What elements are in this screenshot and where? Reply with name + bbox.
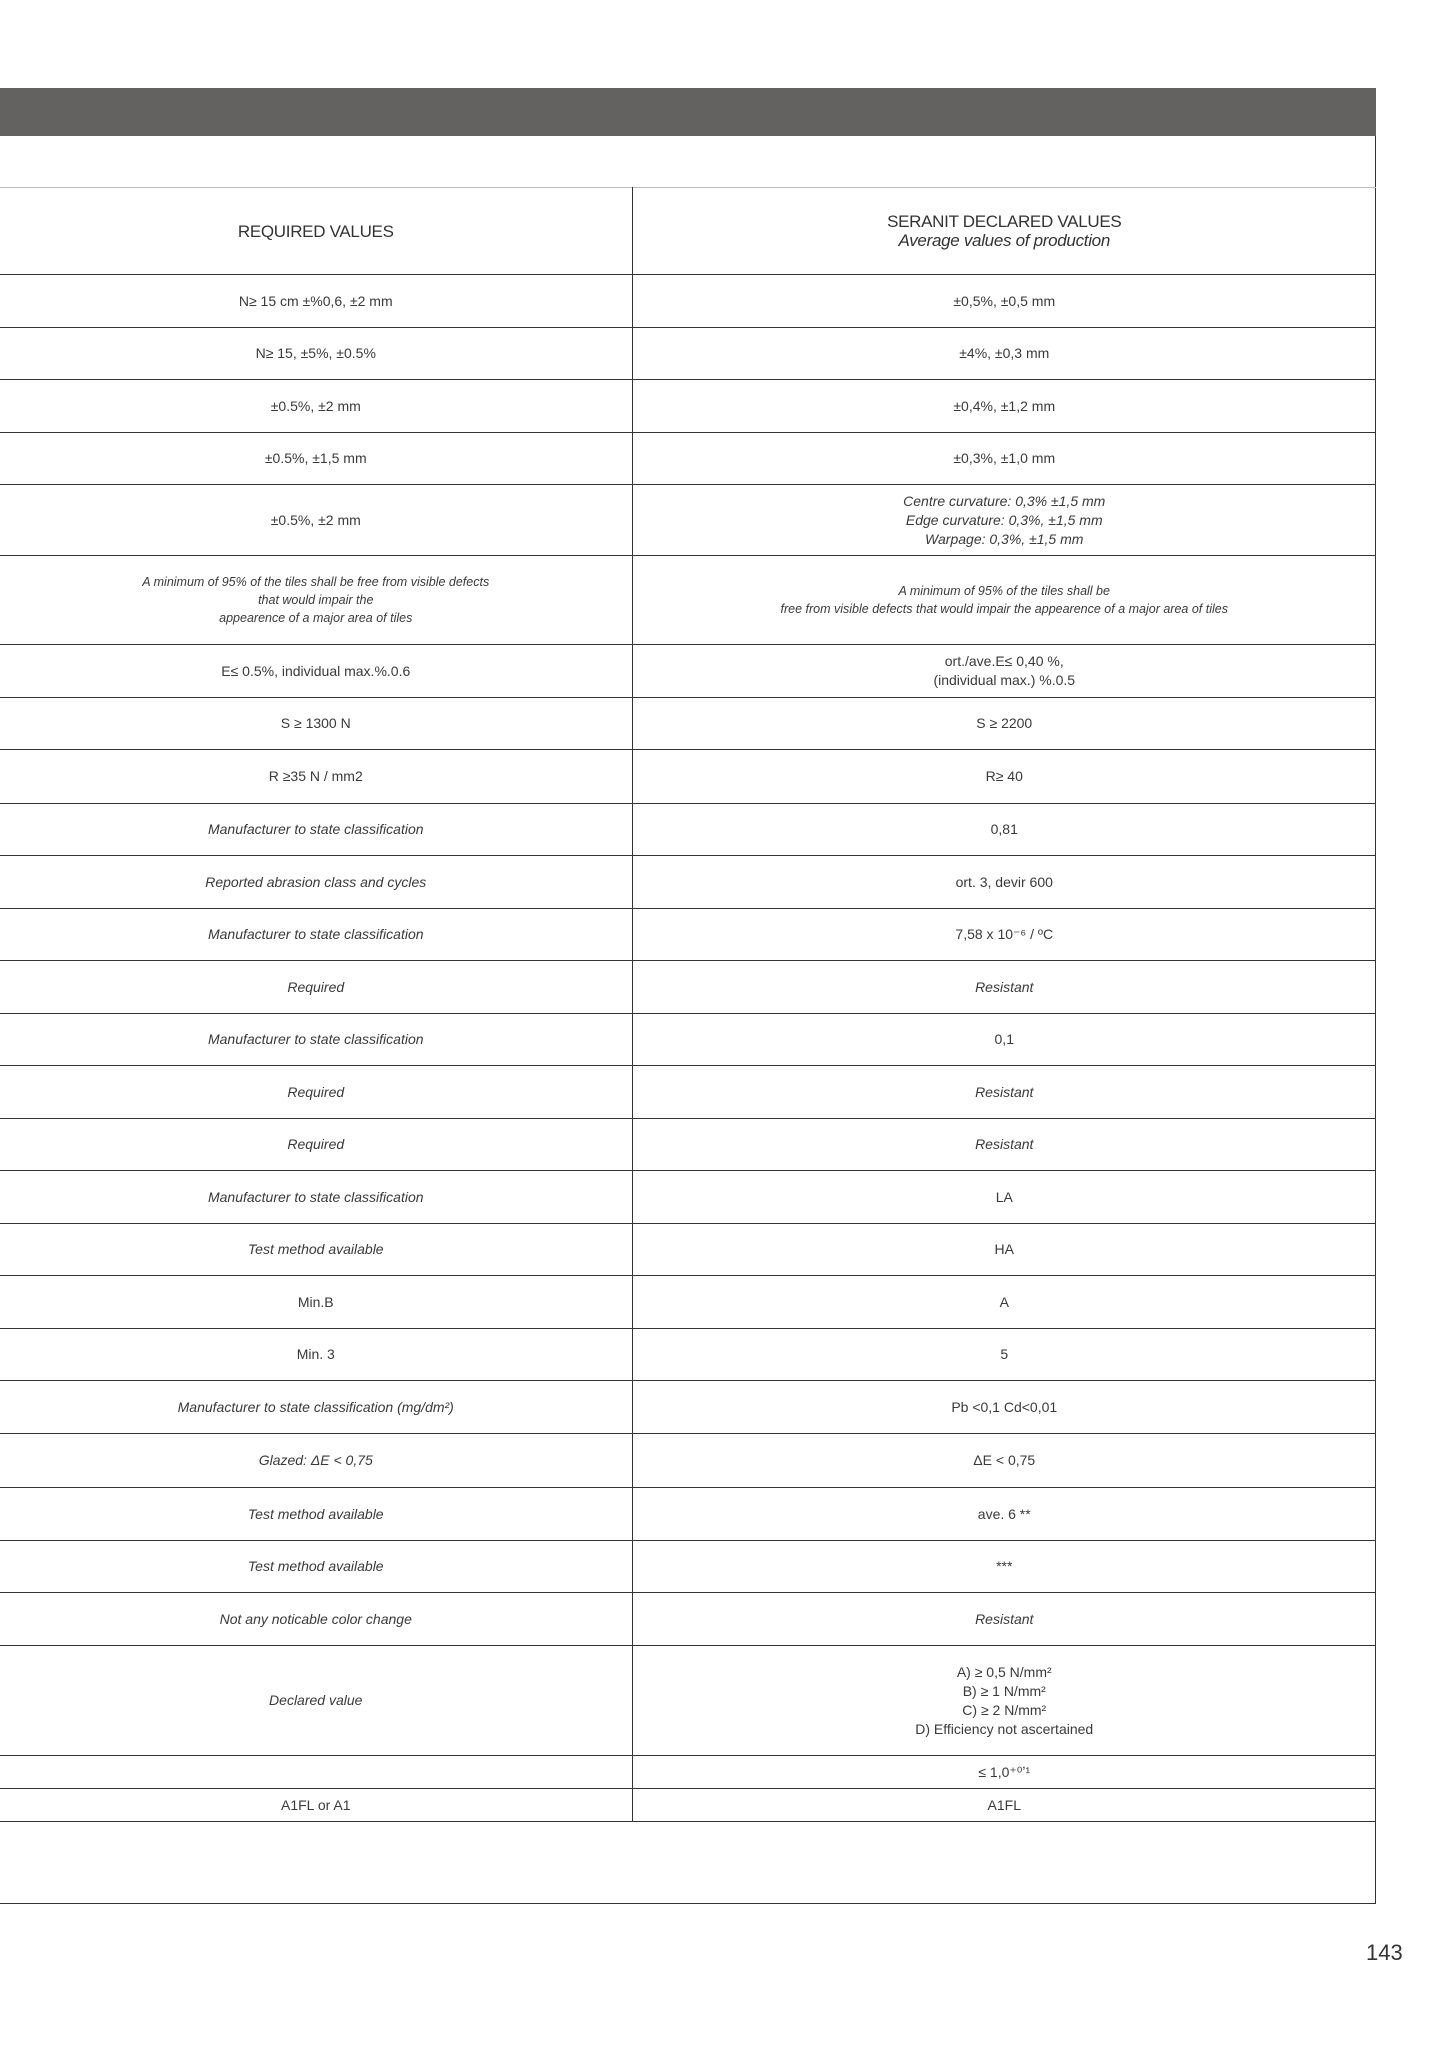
- required-value-cell: [0, 1434, 632, 1488]
- table-row: [0, 698, 1376, 750]
- required-value-cell: [0, 1488, 632, 1541]
- declared-value-text: A) ≥ 0,5 N/mm²: [956, 1663, 1052, 1680]
- declared-value-text: ΔE < 0,75: [973, 1452, 1036, 1468]
- declared-value-cell: [632, 1224, 1376, 1276]
- declared-value-text: 0,1: [994, 1031, 1014, 1047]
- required-value-cell: [0, 1789, 632, 1822]
- table-row: [0, 1593, 1376, 1646]
- required-value-text: Not any noticable color change: [219, 1610, 412, 1627]
- declared-value-cell: [632, 1066, 1376, 1119]
- declared-value-text: R≥ 40: [985, 768, 1023, 784]
- required-values-label: REQUIRED VALUES: [237, 221, 394, 241]
- required-values-header: [0, 188, 632, 275]
- declared-value-text: ort./ave.E≤ 0,40 %,: [944, 653, 1064, 669]
- declared-value-cell: [632, 1756, 1376, 1789]
- required-value-cell: [0, 556, 632, 645]
- required-value-cell: [0, 698, 632, 750]
- required-value-cell: [0, 1014, 632, 1066]
- declared-value-cell: [632, 856, 1376, 909]
- table-row: [0, 1756, 1376, 1789]
- declared-value-text: A1FL: [987, 1796, 1021, 1813]
- required-value-text: ±0.5%, ±2 mm: [270, 397, 361, 414]
- table-row: [0, 1014, 1376, 1066]
- table-row: [0, 1434, 1376, 1488]
- table-row: [0, 433, 1376, 485]
- required-value-text: A minimum of 95% of the tiles shall be free from visible defects: [142, 575, 490, 589]
- table-row: [0, 1646, 1376, 1756]
- required-value-text: Manufacturer to state classification (mg/dm²): [177, 1398, 454, 1415]
- required-value-text: Required: [287, 1136, 345, 1152]
- required-value-text: Required: [287, 1083, 345, 1100]
- table-row: [0, 909, 1376, 961]
- required-value-cell: [0, 909, 632, 961]
- declared-value-text: A: [999, 1293, 1009, 1310]
- required-value-cell: [0, 380, 632, 433]
- declared-value-text: HA: [994, 1241, 1014, 1257]
- required-value-cell: [0, 856, 632, 909]
- declared-value-text: D) Efficiency not ascertained: [915, 1720, 1094, 1737]
- declared-value-cell: [632, 1488, 1376, 1541]
- required-value-text: N≥ 15, ±5%, ±0.5%: [255, 345, 376, 361]
- required-value-text: Manufacturer to state classification: [207, 821, 424, 837]
- declared-value-text: 5: [1000, 1346, 1009, 1362]
- required-value-text: Manufacturer to state classification: [207, 1188, 424, 1205]
- required-value-cell: [0, 961, 632, 1014]
- table-row: [0, 328, 1376, 380]
- required-value-text: Required: [287, 978, 345, 995]
- declared-value-text: Centre curvature: 0,3% ±1,5 mm: [903, 492, 1106, 509]
- required-value-text: Test method available: [247, 1558, 384, 1574]
- declared-value-cell: [632, 1434, 1376, 1488]
- declared-value-cell: [632, 1541, 1376, 1593]
- declared-value-text: S ≥ 2200: [976, 715, 1033, 731]
- section-header-bar: [0, 88, 1376, 136]
- required-value-text: Test method available: [247, 1241, 384, 1257]
- required-value-cell: [0, 1224, 632, 1276]
- table-row: [0, 750, 1376, 804]
- table-header-row: [0, 188, 1376, 275]
- declared-value-text: ±0,5%, ±0,5 mm: [953, 292, 1056, 309]
- table-row: [0, 1276, 1376, 1329]
- required-value-text: N≥ 15 cm ±%0,6, ±2 mm: [238, 292, 393, 309]
- declared-value-cell: [632, 750, 1376, 804]
- declared-value-text: LA: [995, 1188, 1013, 1205]
- declared-value-cell: [632, 380, 1376, 433]
- declared-value-text: ≤ 1,0⁺⁰ʼ¹: [978, 1763, 1031, 1780]
- required-value-cell: [0, 1756, 632, 1789]
- required-value-text: that would impair the: [258, 593, 374, 607]
- declared-value-text: 0,81: [990, 821, 1018, 837]
- required-value-text: ±0.5%, ±2 mm: [270, 511, 361, 528]
- declared-value-cell: [632, 1276, 1376, 1329]
- declared-value-text: B) ≥ 1 N/mm²: [962, 1682, 1046, 1699]
- required-value-cell: [0, 1593, 632, 1646]
- declared-values-subtitle: Average values of production: [898, 231, 1110, 250]
- declared-value-cell: [632, 909, 1376, 961]
- declared-value-cell: [632, 328, 1376, 380]
- table-row: [0, 856, 1376, 909]
- declared-value-cell: [632, 1329, 1376, 1381]
- declared-value-cell: [632, 1646, 1376, 1756]
- required-value-text: Min.B: [297, 1293, 334, 1310]
- table-row: [0, 1329, 1376, 1381]
- declared-value-text: ort. 3, devir 600: [955, 873, 1053, 890]
- required-value-cell: [0, 1066, 632, 1119]
- declared-value-cell: [632, 804, 1376, 856]
- declared-value-text: 7,58 x 10⁻⁶ / ºC: [955, 926, 1054, 942]
- required-value-text: Reported abrasion class and cycles: [205, 873, 427, 890]
- required-value-cell: [0, 1119, 632, 1171]
- required-value-text: E≤ 0.5%, individual max.%.0.6: [221, 662, 411, 679]
- declared-value-cell: [632, 1593, 1376, 1646]
- table-row: [0, 804, 1376, 856]
- declared-value-text: (individual max.) %.0.5: [933, 672, 1076, 688]
- table-row: [0, 1119, 1376, 1171]
- declared-value-cell: [632, 275, 1376, 328]
- required-value-text: Manufacturer to state classification: [207, 926, 424, 942]
- declared-value-text: Resistant: [975, 1610, 1034, 1627]
- declared-value-text: ***: [996, 1558, 1013, 1574]
- declared-value-cell: [632, 433, 1376, 485]
- declared-value-text: Resistant: [975, 1136, 1034, 1152]
- declared-value-cell: [632, 1381, 1376, 1434]
- table-row: [0, 1171, 1376, 1224]
- required-value-cell: [0, 1171, 632, 1224]
- declared-value-cell: [632, 645, 1376, 698]
- declared-value-cell: [632, 556, 1376, 645]
- declared-value-cell: [632, 961, 1376, 1014]
- table-row: [0, 485, 1376, 556]
- declared-value-text: ±0,4%, ±1,2 mm: [953, 397, 1056, 414]
- required-value-text: Declared value: [269, 1692, 363, 1708]
- specification-table: [0, 187, 1376, 1822]
- declared-value-cell: [632, 1789, 1376, 1822]
- required-value-cell: [0, 750, 632, 804]
- declared-values-header: [632, 188, 1376, 275]
- declared-value-cell: [632, 1014, 1376, 1066]
- table-row: [0, 1224, 1376, 1276]
- required-value-text: appearence of a major area of tiles: [219, 611, 413, 625]
- required-value-cell: [0, 433, 632, 485]
- declared-value-text: Edge curvature: 0,3%, ±1,5 mm: [905, 511, 1103, 528]
- page-number: 143: [1366, 1940, 1403, 1965]
- declared-value-cell: [632, 1119, 1376, 1171]
- declared-values-label: SERANIT DECLARED VALUES: [887, 212, 1122, 231]
- declared-value-text: Pb <0,1 Cd<0,01: [951, 1398, 1058, 1415]
- table-row: [0, 380, 1376, 433]
- table-row: [0, 275, 1376, 328]
- table-row: [0, 1066, 1376, 1119]
- required-value-cell: [0, 1329, 632, 1381]
- table-row: [0, 1488, 1376, 1541]
- declared-value-cell: [632, 485, 1376, 556]
- required-value-cell: [0, 1381, 632, 1434]
- declared-value-cell: [632, 1171, 1376, 1224]
- declared-value-text: ave. 6 **: [977, 1505, 1031, 1522]
- required-value-text: ±0.5%, ±1,5 mm: [264, 450, 367, 466]
- declared-value-text: Warpage: 0,3%, ±1,5 mm: [925, 530, 1084, 547]
- table-row: [0, 1381, 1376, 1434]
- required-value-text: Min. 3: [296, 1346, 335, 1362]
- required-value-text: Test method available: [247, 1505, 384, 1522]
- required-value-text: Manufacturer to state classification: [207, 1031, 424, 1047]
- declared-value-text: ±0,3%, ±1,0 mm: [953, 450, 1056, 466]
- required-value-cell: [0, 1646, 632, 1756]
- required-value-cell: [0, 804, 632, 856]
- required-value-cell: [0, 1276, 632, 1329]
- required-value-text: A1FL or A1: [280, 1796, 351, 1813]
- declared-value-text: free from visible defects that would impair the appearence of a major area of tiles: [780, 602, 1228, 616]
- table-row: [0, 961, 1376, 1014]
- declared-value-text: ±4%, ±0,3 mm: [959, 345, 1050, 361]
- declared-value-text: Resistant: [975, 978, 1034, 995]
- table-row: [0, 1541, 1376, 1593]
- required-value-cell: [0, 275, 632, 328]
- required-value-cell: [0, 328, 632, 380]
- declared-value-cell: [632, 698, 1376, 750]
- table-row: [0, 645, 1376, 698]
- required-value-cell: [0, 1541, 632, 1593]
- required-value-text: S ≥ 1300 N: [280, 715, 351, 731]
- declared-value-text: C) ≥ 2 N/mm²: [962, 1701, 1047, 1718]
- declared-value-text: A minimum of 95% of the tiles shall be: [898, 584, 1110, 598]
- required-value-cell: [0, 645, 632, 698]
- table-row: [0, 1789, 1376, 1822]
- required-value-text: R ≥35 N / mm2: [268, 768, 363, 784]
- declared-value-text: Resistant: [975, 1083, 1034, 1100]
- required-value-text: Glazed: ΔE < 0,75: [258, 1452, 373, 1468]
- table-row: [0, 556, 1376, 645]
- required-value-cell: [0, 485, 632, 556]
